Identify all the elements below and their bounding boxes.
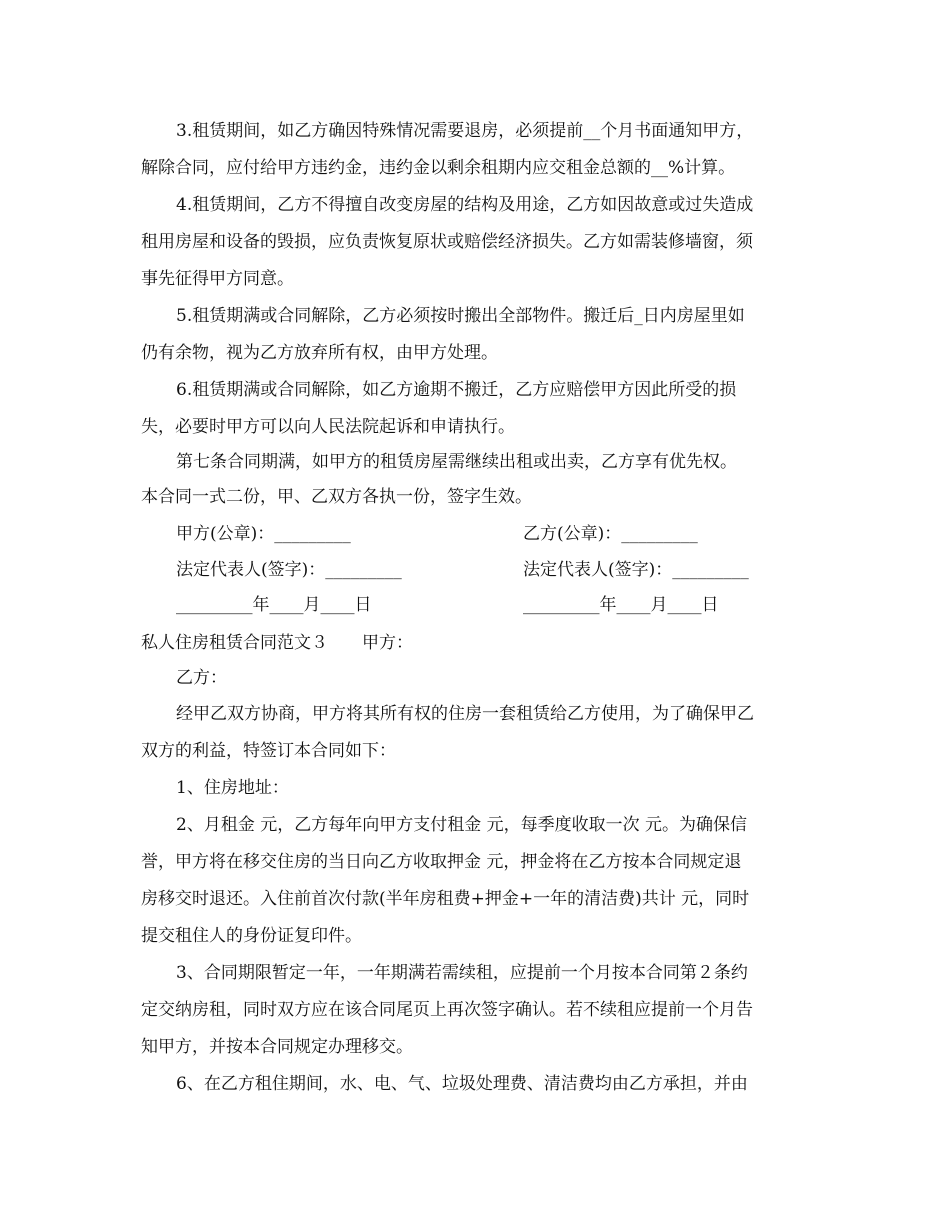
clause-3-line-3: 知甲方，并按本合同规定办理移交。 — [141, 1037, 413, 1057]
para-5-line-2: 仍有余物，视为乙方放弃所有权，由甲方处理。 — [141, 343, 498, 363]
para-6-line-2: 失，必要时甲方可以向人民法院起诉和申请执行。 — [141, 417, 515, 437]
clause-3-line-1: 3、合同期限暂定一年，一年期满若需续租，应提前一个月按本合同第２条约 — [176, 963, 748, 983]
article-7-line-1: 第七条合同期满，如甲方的租赁房屋需继续出租或出卖，乙方享有优先权。 — [176, 452, 737, 472]
clause-2-line-3: 房移交时退还。入住前首次付款(半年房租费+押金+一年的清洁费)共计 元，同时 — [141, 889, 750, 909]
contract-3-party-b: 乙方： — [176, 668, 227, 688]
party-b-seal: 乙方(公章)：_________ — [523, 524, 698, 544]
para-4-line-3: 事先征得甲方同意。 — [141, 269, 294, 289]
party-a-date: _________年____月____日 — [176, 595, 372, 615]
contract-3-heading: 私人住房租赁合同范文３ 甲方： — [141, 633, 413, 653]
clause-6-line-1: 6、在乙方租住期间，水、电、气、垃圾处理费、清洁费均由乙方承担，并由 — [176, 1074, 748, 1094]
party-a-seal: 甲方(公章)：_________ — [176, 524, 351, 544]
party-b-date: _________年____月____日 — [523, 595, 719, 615]
party-a-representative: 法定代表人(签字)：_________ — [176, 560, 402, 580]
para-4-line-1: 4.租赁期间，乙方不得擅自改变房屋的结构及用途，乙方如因故意或过失造成 — [176, 195, 754, 215]
para-3-line-2: 解除合同，应付给甲方违约金，违约金以剩余租期内应交租金总额的__%计算。 — [141, 158, 736, 178]
clause-2-line-4: 提交租住人的身份证复印件。 — [141, 926, 362, 946]
clause-2-line-2: 誉，甲方将在移交住房的当日向乙方收取押金 元，押金将在乙方按本合同规定退 — [141, 852, 742, 872]
para-5-line-1: 5.租赁期满或合同解除，乙方必须按时搬出全部物件。搬迁后_日内房屋里如 — [176, 306, 745, 326]
clause-2-line-1: 2、月租金 元，乙方每年向甲方支付租金 元，每季度收取一次 元。为确保信 — [176, 815, 748, 835]
contract-3-intro-line-2: 双方的利益，特签订本合同如下： — [141, 741, 396, 761]
contract-3-intro-line-1: 经甲乙双方协商，甲方将其所有权的住房一套租赁给乙方使用，为了确保甲乙 — [176, 704, 754, 724]
article-7-line-2: 本合同一式二份，甲、乙双方各执一份，签字生效。 — [141, 487, 532, 507]
clause-3-line-2: 定交纳房租，同时双方应在该合同尾页上再次签字确认。若不续租应提前一个月告 — [141, 1000, 753, 1020]
para-4-line-2: 租用房屋和设备的毁损，应负责恢复原状或赔偿经济损失。乙方如需装修墙窗，须 — [141, 232, 753, 252]
para-6-line-1: 6.租赁期满或合同解除，如乙方逾期不搬迁，乙方应赔偿甲方因此所受的损 — [176, 380, 737, 400]
party-b-representative: 法定代表人(签字)：_________ — [523, 560, 749, 580]
para-3-line-1: 3.租赁期间，如乙方确因特殊情况需要退房，必须提前__个月书面通知甲方， — [176, 121, 754, 141]
clause-1-address: 1、住房地址： — [176, 778, 289, 798]
